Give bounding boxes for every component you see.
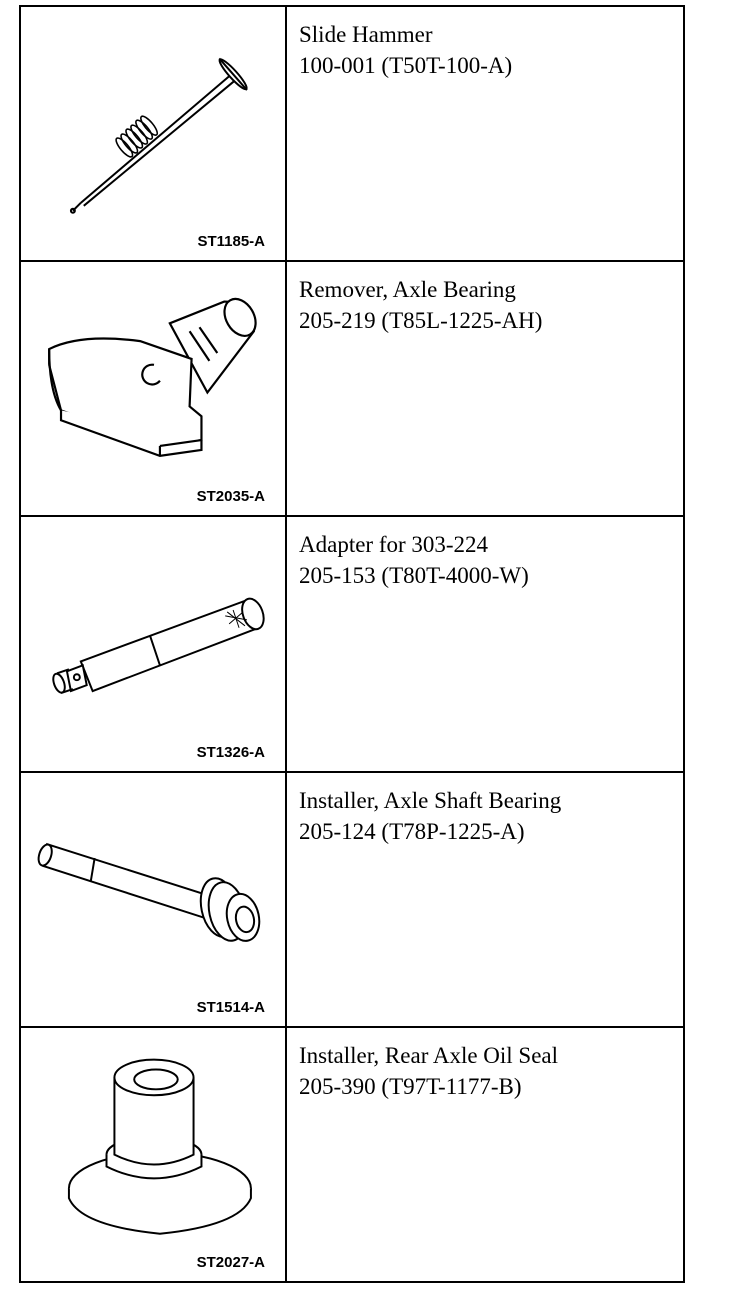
tool-number: 205-219 (T85L-1225-AH) bbox=[299, 308, 543, 334]
axle-shaft-bearing-installer-icon bbox=[21, 773, 285, 1026]
illustration-id: ST1326-A bbox=[196, 743, 265, 761]
special-tools-table bbox=[19, 5, 685, 1283]
illustration-cell bbox=[21, 7, 287, 260]
tool-name: Installer, Axle Shaft Bearing bbox=[299, 787, 562, 813]
illustration-cell bbox=[21, 262, 287, 515]
illustration-id: ST2027-A bbox=[196, 1254, 265, 1272]
illustration-id: ST2035-A bbox=[196, 488, 265, 506]
tool-name: Remover, Axle Bearing bbox=[299, 277, 516, 303]
illustration-id: ST1185-A bbox=[197, 233, 265, 251]
tool-number: 205-390 (T97T-1177-B) bbox=[299, 1073, 522, 1099]
axle-bearing-remover-icon bbox=[21, 262, 285, 515]
rear-axle-oil-seal-installer-icon bbox=[21, 1028, 285, 1281]
tool-row bbox=[21, 1028, 683, 1281]
illustration-cell bbox=[21, 1028, 287, 1281]
tool-name: Slide Hammer bbox=[299, 22, 433, 47]
description-cell bbox=[287, 7, 683, 260]
tool-row bbox=[21, 517, 683, 772]
tool-row bbox=[21, 773, 683, 1028]
description-cell bbox=[287, 262, 683, 515]
slide-hammer-icon bbox=[21, 7, 285, 260]
tool-number: 205-124 (T78P-1225-A) bbox=[299, 818, 525, 844]
description-cell bbox=[287, 773, 683, 1026]
tool-number: 205-153 (T80T-4000-W) bbox=[299, 563, 529, 589]
description-cell bbox=[287, 517, 683, 770]
tool-row bbox=[21, 7, 683, 262]
tool-number: 100-001 (T50T-100-A) bbox=[299, 53, 513, 78]
illustration-cell bbox=[21, 773, 287, 1026]
adapter-icon bbox=[21, 517, 285, 770]
illustration-id: ST1514-A bbox=[196, 998, 265, 1016]
illustration-cell bbox=[21, 517, 287, 770]
tool-name: Adapter for 303-224 bbox=[299, 532, 489, 558]
description-cell bbox=[287, 1028, 683, 1281]
tool-row bbox=[21, 262, 683, 517]
tool-name: Installer, Rear Axle Oil Seal bbox=[299, 1042, 559, 1068]
